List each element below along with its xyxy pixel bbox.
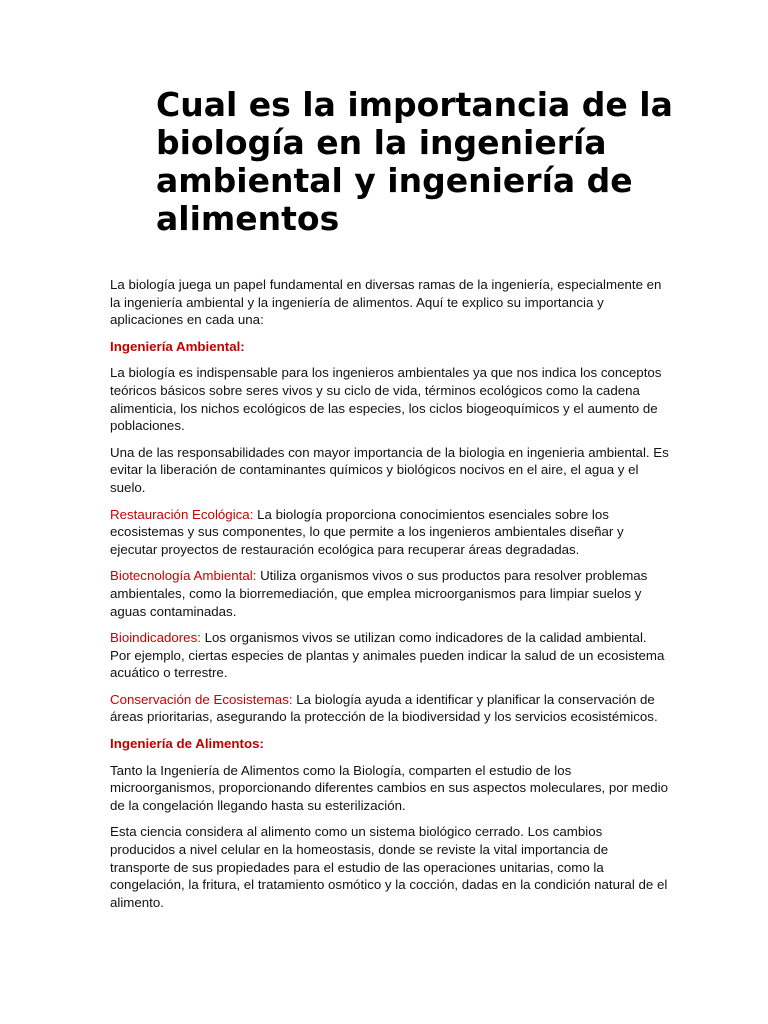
term-biotecnologia: Biotecnología Ambiental: [110,568,257,584]
list-item-biotecnologia [110,567,670,620]
intro-paragraph: La biología juega un papel fundamental en diversas ramas de la ingeniería, especialmente en la ingeniería ambiental y la ingeniería de alimentos. Aquí te explico su importancia y aplicaciones en cada una: [110,277,662,328]
term-restauracion: Restauración Ecológica: [110,506,254,522]
section-heading-ambiental: Ingeniería Ambiental: [110,338,245,354]
term-bioindicadores: Bioindicadores: [110,630,201,646]
list-item-bioindicadores [110,629,670,682]
text-restauracion: La biología proporciona conocimientos esenciales sobre los ecosistemas y sus componentes, lo que permite a los ingenieros ambientales diseñar y ejecutar proyectos de restauración ecológica para recuperar áreas degradadas. [110,506,624,557]
text-bioindicadores: Los organismos vivos se utilizan como indicadores de la calidad ambiental. Por ejemplo, ciertas especies de plantas y animales pueden indicar la salud de un ecosistema acuático o terrestre. [110,630,665,681]
document-body [110,276,670,920]
document-title: Cual es la importancia de la biología en la ingeniería ambiental y ingeniería de alimentos [156,85,673,238]
list-item-conservacion [110,691,670,726]
section-heading-alimentos: Ingeniería de Alimentos: [110,736,264,752]
ambiental-paragraph-2: Una de las responsabilidades con mayor importancia de la biologia en ingenieria ambiental. Es evitar la liberación de contaminantes químicos y biológicos nocivos en el aire, el agua y el suelo. [110,444,669,495]
ambiental-paragraph-1: La biología es indispensable para los ingenieros ambientales ya que nos indica los conceptos teóricos básicos sobre seres vivos y su ciclo de vida, términos ecológicos como la cadena alimenticia, los nichos ecológicos de las especies, los ciclos biogeoquímicos y el aumento de poblaciones. [110,365,662,434]
text-biotecnologia: Utiliza organismos vivos o sus productos para resolver problemas ambientales, como la biorremediación, que emplea microorganismos para limpiar suelos y aguas contaminadas. [110,568,648,619]
alimentos-paragraph-1: Tanto la Ingeniería de Alimentos como la Biología, comparten el estudio de los microorganismos, proporcionando diferentes cambios en sus aspectos moleculares, por medio de la congelación llegando hasta su esterilización. [110,762,669,813]
list-item-restauracion [110,506,670,559]
alimentos-paragraph-2: Esta ciencia considera al alimento como un sistema biológico cerrado. Los cambios producidos a nivel celular en la homeostasis, donde se reviste la vital importancia de transporte de sus propiedades para el estudio de las operaciones unitarias, como la congelación, la fritura, el tratamiento osmótico y la cocción, dadas en la condición natural de el alimento. [110,824,668,910]
term-conservacion: Conservación de Ecosistemas: [110,691,293,707]
text-conservacion: La biología ayuda a identificar y planificar la conservación de áreas prioritarias, asegurando la protección de la biodiversidad y los servicios ecosistémicos. [110,691,658,725]
